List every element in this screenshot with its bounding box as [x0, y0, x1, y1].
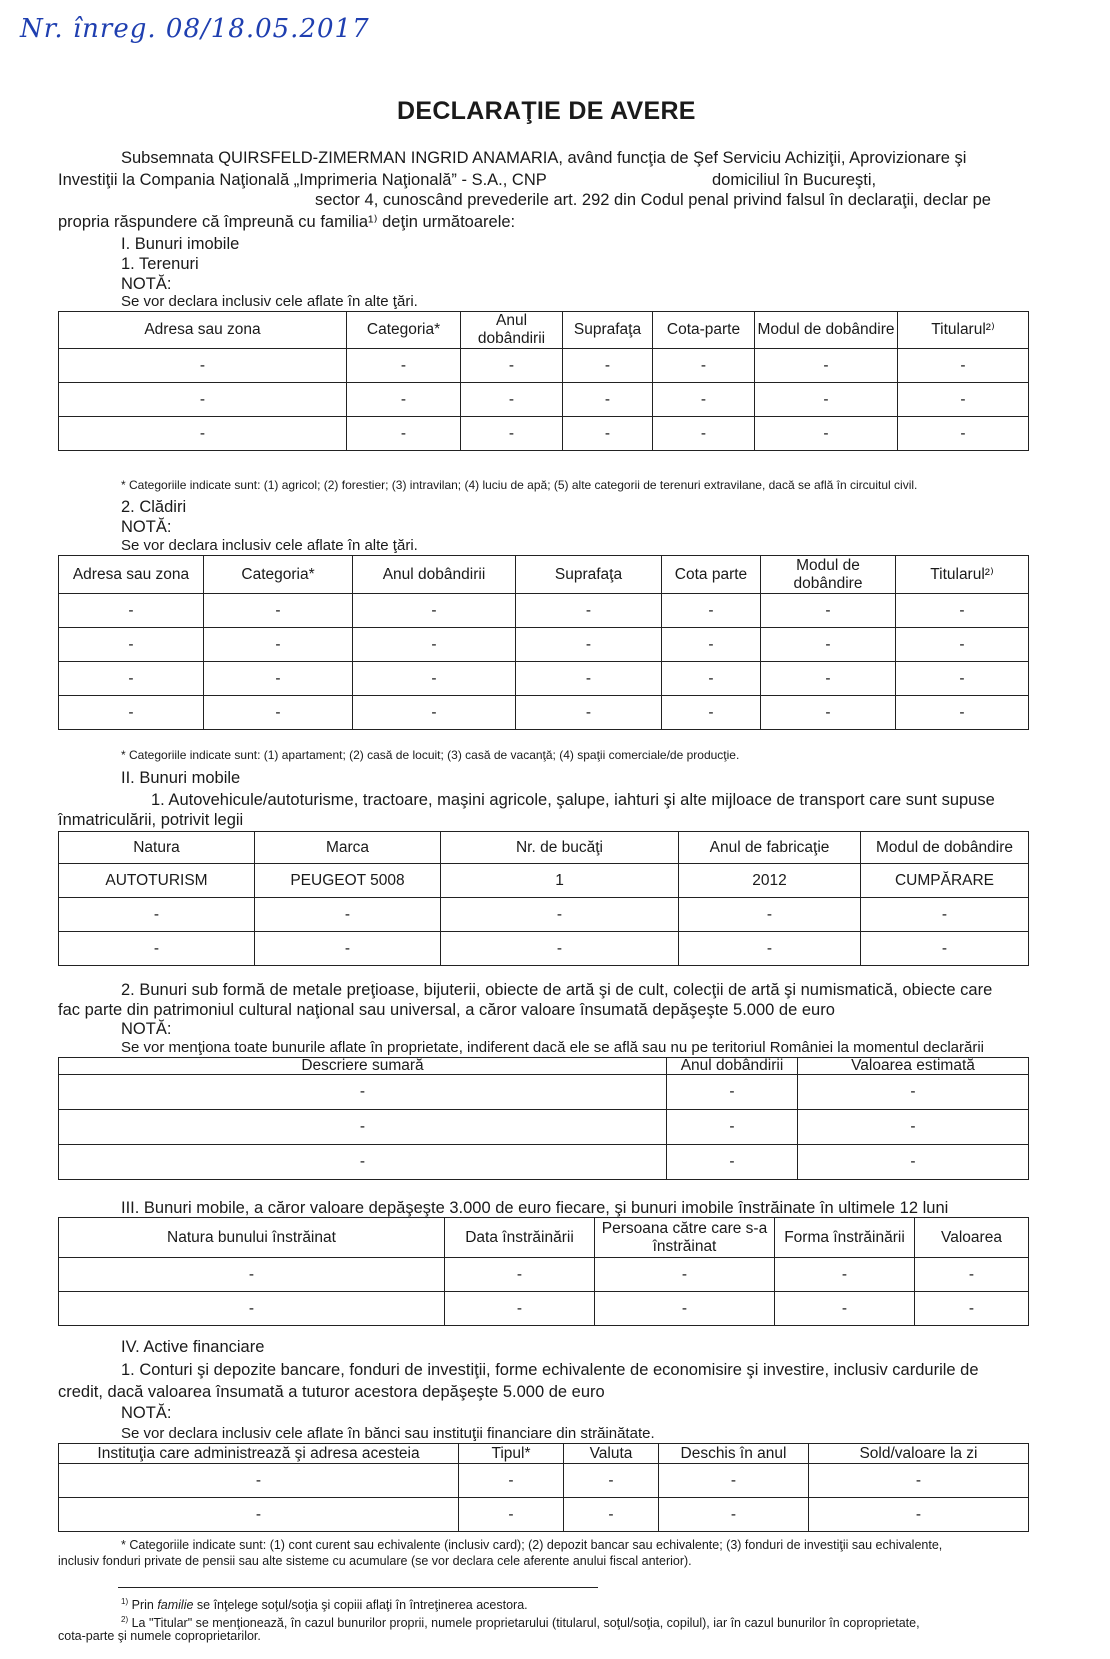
column-header: Forma înstrăinării — [775, 1218, 915, 1258]
table-cell: - — [441, 898, 679, 932]
conturi-footnote-line-2: inclusiv fonduri private de pensii sau alte sisteme cu acumulare (se vor declara cele aferente anului fiscal anterior). — [58, 1554, 692, 1568]
table-row — [59, 696, 1029, 730]
intro-line-1: Subsemnata QUIRSFELD-ZIMERMAN INGRID ANAMARIA, având funcţia de Şef Serviciu Achiziţii, Aprovizionare şi — [121, 149, 967, 167]
handwritten-registration-note: Nr. înreg. 08/18.05.2017 — [20, 14, 370, 44]
column-header: Data înstrăinării — [445, 1218, 595, 1258]
section-1-heading: I. Bunuri imobile — [121, 235, 240, 253]
table-cell: - — [896, 662, 1029, 696]
table-cell: - — [775, 1292, 915, 1326]
column-header: Anul de fabricaţie — [679, 832, 861, 864]
table-cell: - — [59, 1145, 667, 1180]
table-cell: - — [595, 1258, 775, 1292]
table-cell: - — [798, 1145, 1029, 1180]
column-header: Anul dobândirii — [667, 1058, 798, 1075]
table-cell: - — [809, 1498, 1029, 1532]
table-cell: - — [204, 628, 353, 662]
table-cell: - — [461, 383, 563, 417]
table-cell: - — [667, 1110, 798, 1145]
table-cell: - — [59, 1464, 459, 1498]
column-header: Suprafaţa — [563, 312, 653, 349]
column-header: Sold/valoare la zi — [809, 1444, 1029, 1464]
table-cell: - — [204, 696, 353, 730]
table-cell: - — [441, 932, 679, 966]
table-row — [59, 662, 1029, 696]
intro-line-2b: domiciliul în Bucureşti, — [712, 171, 877, 189]
table-cell: - — [59, 1292, 445, 1326]
table-cell: - — [662, 662, 761, 696]
table-cell: - — [59, 1498, 459, 1532]
column-header: Valoarea estimată — [798, 1058, 1029, 1075]
table-cell: - — [653, 383, 755, 417]
table-cell: - — [353, 662, 516, 696]
metale-pretioase-table — [58, 1057, 1029, 1180]
table-cell: - — [353, 696, 516, 730]
table-cell: - — [204, 662, 353, 696]
section-2-heading: II. Bunuri mobile — [121, 769, 241, 787]
cladiri-heading: 2. Clădiri — [121, 498, 187, 516]
table-cell: - — [775, 1258, 915, 1292]
table-row — [59, 1258, 1029, 1292]
column-header: Natura bunului înstrăinat — [59, 1218, 445, 1258]
table-cell: - — [915, 1292, 1029, 1326]
table-cell: - — [59, 932, 255, 966]
table-row — [59, 1292, 1029, 1326]
table-cell: - — [898, 349, 1029, 383]
terenuri-heading: 1. Terenuri — [121, 255, 199, 273]
footnote-separator — [118, 1587, 598, 1588]
footnote-1-italic: familie — [157, 1598, 194, 1613]
conturi-nota-label: NOTĂ: — [121, 1404, 172, 1422]
table-header-row — [59, 1218, 1029, 1258]
terenuri-table — [58, 311, 1029, 451]
table-cell: - — [59, 898, 255, 932]
table-cell: - — [798, 1110, 1029, 1145]
table-cell: - — [59, 1110, 667, 1145]
table-cell: - — [662, 696, 761, 730]
table-cell: - — [662, 628, 761, 662]
column-header: Modul de dobândire — [861, 832, 1029, 864]
table-cell: 1 — [441, 864, 679, 898]
column-header: Adresa sau zona — [59, 312, 347, 349]
column-header: Persoana către care s-a înstrăinat — [595, 1218, 775, 1258]
table-cell: - — [59, 383, 347, 417]
table-cell: - — [59, 662, 204, 696]
table-cell: - — [798, 1075, 1029, 1110]
cladiri-footnote: * Categoriile indicate sunt: (1) apartament; (2) casă de locuit; (3) casă de vacanţă; (4) spaţii comerciale/de producţie. — [121, 748, 740, 762]
auto-heading-line-1: 1. Autovehicule/autoturisme, tractoare, maşini agricole, şalupe, iahturi şi alte mijloace de transport care sunt supuse — [151, 791, 995, 809]
table-cell: - — [761, 662, 896, 696]
terenuri-footnote: * Categoriile indicate sunt: (1) agricol; (2) forestier; (3) intravilan; (4) luciu de apă; (5) alte categorii de terenuri extravilane, dacă se află în circuitul civil. — [121, 478, 918, 492]
table-cell: - — [516, 628, 662, 662]
table-cell: - — [563, 383, 653, 417]
table-cell: - — [461, 417, 563, 451]
column-header: Cota-parte — [653, 312, 755, 349]
table-header-row — [59, 1444, 1029, 1464]
conturi-table — [58, 1443, 1029, 1532]
column-header: Anul dobândirii — [461, 312, 563, 349]
table-row — [59, 594, 1029, 628]
footnote-1-mark: 1) — [121, 1597, 129, 1606]
table-cell: - — [445, 1292, 595, 1326]
table-cell: - — [347, 349, 461, 383]
table-cell: - — [761, 628, 896, 662]
table-row — [59, 1498, 1029, 1532]
cladiri-nota-text: Se vor declara inclusiv cele aflate în alte ţări. — [121, 537, 418, 554]
column-header: Titularul²⁾ — [898, 312, 1029, 349]
table-row — [59, 932, 1029, 966]
column-header: Categoria* — [347, 312, 461, 349]
table-cell: - — [461, 349, 563, 383]
section-3-heading: III. Bunuri mobile, a căror valoare depăşeşte 3.000 de euro fiecare, şi bunuri imobile înstrăinate în ultimele 12 luni — [121, 1199, 949, 1217]
table-cell: - — [59, 1258, 445, 1292]
table-header-row — [59, 556, 1029, 594]
table-cell: - — [667, 1145, 798, 1180]
column-header: Categoria* — [204, 556, 353, 594]
table-cell: - — [59, 349, 347, 383]
column-header: Adresa sau zona — [59, 556, 204, 594]
table-cell: AUTOTURISM — [59, 864, 255, 898]
terenuri-nota-text: Se vor declara inclusiv cele aflate în alte ţări. — [121, 293, 418, 310]
table-cell: - — [59, 594, 204, 628]
table-cell: - — [861, 932, 1029, 966]
column-header: Descriere sumară — [59, 1058, 667, 1075]
table-header-row — [59, 312, 1029, 349]
column-header: Titularul²⁾ — [896, 556, 1029, 594]
table-cell: - — [255, 898, 441, 932]
table-cell: - — [353, 594, 516, 628]
metale-nota-text: Se vor menţiona toate bunurile aflate în proprietate, indiferent dacă ele se află sau nu pe teritoriul României la momentul declarării — [121, 1039, 984, 1056]
table-cell: - — [755, 349, 898, 383]
table-cell: - — [896, 696, 1029, 730]
auto-heading-line-2: înmatriculării, potrivit legii — [58, 811, 244, 829]
table-row — [59, 417, 1029, 451]
metale-nota-label: NOTĂ: — [121, 1020, 172, 1038]
conturi-heading-line-1: 1. Conturi şi depozite bancare, fonduri de investiţii, forme echivalente de economisire şi investire, inclusiv cardurile de — [121, 1361, 979, 1379]
table-cell: PEUGEOT 5008 — [255, 864, 441, 898]
column-header: Modul de dobândire — [755, 312, 898, 349]
terenuri-nota-label: NOTĂ: — [121, 275, 172, 293]
column-header: Cota parte — [662, 556, 761, 594]
table-cell: - — [516, 594, 662, 628]
intro-line-3: sector 4, cunoscând prevederile art. 292 din Codul penal privind falsul în declaraţii, declar pe — [315, 191, 991, 209]
column-header: Modul de dobândire — [761, 556, 896, 594]
table-cell: - — [659, 1464, 809, 1498]
table-cell: - — [516, 696, 662, 730]
table-cell: - — [898, 417, 1029, 451]
table-cell: - — [915, 1258, 1029, 1292]
column-header: Suprafaţa — [516, 556, 662, 594]
table-row — [59, 1110, 1029, 1145]
table-cell: CUMPĂRARE — [861, 864, 1029, 898]
table-cell: - — [59, 628, 204, 662]
column-header: Valoarea — [915, 1218, 1029, 1258]
document-title: DECLARAŢIE DE AVERE — [397, 97, 696, 125]
table-cell: 2012 — [679, 864, 861, 898]
table-row — [59, 349, 1029, 383]
table-cell: - — [896, 628, 1029, 662]
table-row — [59, 628, 1029, 662]
table-cell: - — [347, 383, 461, 417]
cladiri-table — [58, 555, 1029, 730]
metale-heading-line-2: fac parte din patrimoniul cultural naţional sau universal, a căror valoare însumată depăşeşte 5.000 de euro — [58, 1001, 835, 1019]
intro-line-4: propria răspundere că împreună cu familia¹⁾ deţin următoarele: — [58, 213, 516, 231]
table-cell: - — [563, 417, 653, 451]
intro-line-2a: Investiţii la Compania Naţională „Imprimeria Naţională” - S.A., CNP — [58, 171, 547, 189]
table-row — [59, 383, 1029, 417]
table-cell: - — [667, 1075, 798, 1110]
table-cell: - — [445, 1258, 595, 1292]
metale-heading-line-1: 2. Bunuri sub formă de metale preţioase, bijuterii, obiecte de artă şi de cult, colecţii de artă şi numismatică, obiecte care — [121, 981, 993, 999]
footnote-2-line-2: cota-parte şi numele coproprietarilor. — [58, 1629, 261, 1643]
table-cell: - — [679, 898, 861, 932]
cladiri-nota-label: NOTĂ: — [121, 518, 172, 536]
table-cell: - — [861, 898, 1029, 932]
table-row — [59, 864, 1029, 898]
footnote-1 — [121, 1594, 528, 1613]
table-cell: - — [662, 594, 761, 628]
table-header-row — [59, 832, 1029, 864]
table-cell: - — [563, 349, 653, 383]
autovehicule-table — [58, 831, 1029, 966]
table-cell: - — [755, 383, 898, 417]
table-cell: - — [564, 1498, 659, 1532]
footnote-2-line-1: La "Titular" se menţionează, în cazul bunurilor proprii, numele proprietarului (titularul, soţul/soţia, copilul), iar în cazul bunurilor în coproprietate, — [131, 1616, 920, 1631]
table-cell: - — [59, 417, 347, 451]
column-header: Natura — [59, 832, 255, 864]
column-header: Instituţia care administrează şi adresa acesteia — [59, 1444, 459, 1464]
table-row — [59, 1464, 1029, 1498]
table-row — [59, 1075, 1029, 1110]
table-cell: - — [353, 628, 516, 662]
column-header: Deschis în anul — [659, 1444, 809, 1464]
table-cell: - — [347, 417, 461, 451]
footnote-1-after: se înţelege soţul/soţia şi copiii aflaţi în întreţinerea acestora. — [193, 1598, 528, 1613]
footnote-2-mark: 2) — [121, 1615, 129, 1624]
table-cell: - — [659, 1498, 809, 1532]
table-header-row — [59, 1058, 1029, 1075]
table-cell: - — [761, 594, 896, 628]
conturi-heading-line-2: credit, dacă valoarea însumată a tuturor acestora depăşeşte 5.000 de euro — [58, 1383, 605, 1401]
column-header: Tipul* — [459, 1444, 564, 1464]
section-4-heading: IV. Active financiare — [121, 1338, 265, 1356]
column-header: Valuta — [564, 1444, 659, 1464]
table-cell: - — [59, 696, 204, 730]
conturi-nota-text: Se vor declara inclusiv cele aflate în bănci sau instituţii financiare din străinătate. — [121, 1425, 655, 1442]
table-cell: - — [653, 349, 755, 383]
column-header: Nr. de bucăţi — [441, 832, 679, 864]
footnote-1-before: Prin — [131, 1598, 158, 1613]
table-cell: - — [255, 932, 441, 966]
table-cell: - — [459, 1464, 564, 1498]
table-cell: - — [204, 594, 353, 628]
table-cell: - — [459, 1498, 564, 1532]
table-cell: - — [898, 383, 1029, 417]
table-cell: - — [564, 1464, 659, 1498]
table-cell: - — [679, 932, 861, 966]
table-cell: - — [896, 594, 1029, 628]
table-cell: - — [516, 662, 662, 696]
conturi-footnote-line-1: * Categoriile indicate sunt: (1) cont curent sau echivalente (inclusiv card); (2) depozit bancar sau echivalente; (3) fonduri de investiţii sau echivalente, — [121, 1538, 943, 1552]
table-cell: - — [761, 696, 896, 730]
table-cell: - — [59, 1075, 667, 1110]
table-row — [59, 1145, 1029, 1180]
table-row — [59, 898, 1029, 932]
table-cell: - — [595, 1292, 775, 1326]
bunuri-instrainate-table — [58, 1217, 1029, 1326]
column-header: Marca — [255, 832, 441, 864]
table-cell: - — [755, 417, 898, 451]
table-cell: - — [809, 1464, 1029, 1498]
table-cell: - — [653, 417, 755, 451]
column-header: Anul dobândirii — [353, 556, 516, 594]
